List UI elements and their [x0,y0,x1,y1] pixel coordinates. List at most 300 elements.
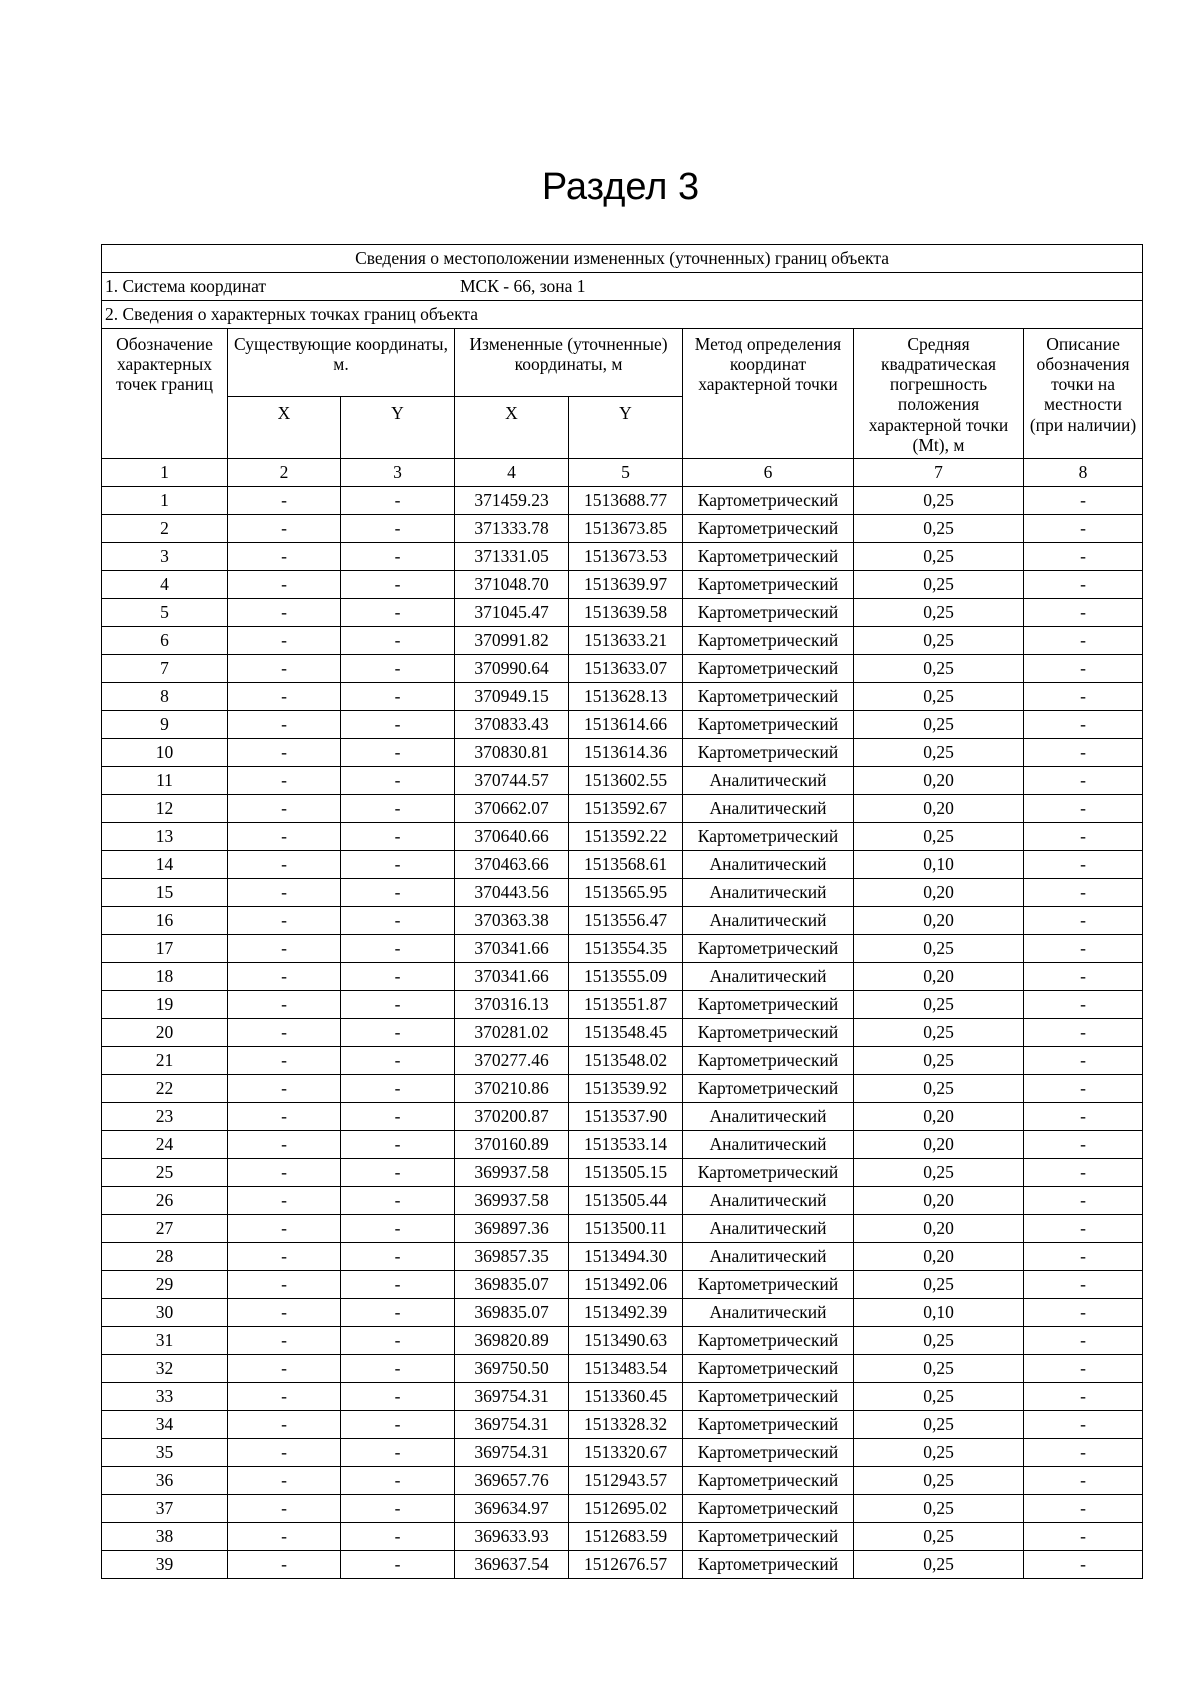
changed-y-cell: 1513328.32 [569,1411,683,1439]
method-cell: Картометрический [683,1327,854,1355]
existing-x-cell: - [228,655,341,683]
changed-x-cell: 371333.78 [455,515,569,543]
description-cell: - [1024,1075,1143,1103]
table-row [102,1243,1143,1271]
point-number-cell: 4 [102,571,228,599]
existing-x-cell: - [228,963,341,991]
existing-x-cell: - [228,879,341,907]
description-cell: - [1024,515,1143,543]
method-cell: Картометрический [683,1355,854,1383]
table-row [102,627,1143,655]
existing-y-cell: - [341,935,455,963]
mean-error-cell: 0,25 [854,571,1024,599]
changed-x-cell: 370363.38 [455,907,569,935]
point-number-cell: 11 [102,767,228,795]
mean-error-cell: 0,20 [854,907,1024,935]
changed-y-cell: 1513592.22 [569,823,683,851]
changed-y-cell: 1513555.09 [569,963,683,991]
changed-y-cell: 1513614.66 [569,711,683,739]
method-cell: Аналитический [683,851,854,879]
existing-y-cell: - [341,599,455,627]
header-changed-coordinates: Измененные (уточненные) координаты, м [455,329,683,397]
description-cell: - [1024,851,1143,879]
changed-x-cell: 369750.50 [455,1355,569,1383]
existing-y-cell: - [341,1159,455,1187]
changed-y-cell: 1513505.15 [569,1159,683,1187]
point-number-cell: 3 [102,543,228,571]
table-row [102,739,1143,767]
changed-x-cell: 370463.66 [455,851,569,879]
description-cell: - [1024,1495,1143,1523]
mean-error-cell: 0,10 [854,1299,1024,1327]
point-number-cell: 17 [102,935,228,963]
existing-x-cell: - [228,1411,341,1439]
description-cell: - [1024,1047,1143,1075]
table-row [102,1187,1143,1215]
method-cell: Картометрический [683,515,854,543]
mean-error-cell: 0,20 [854,963,1024,991]
changed-y-cell: 1513492.06 [569,1271,683,1299]
existing-y-cell: - [341,823,455,851]
point-number-cell: 10 [102,739,228,767]
point-number-cell: 39 [102,1551,228,1579]
mean-error-cell: 0,20 [854,767,1024,795]
point-number-cell: 22 [102,1075,228,1103]
changed-x-cell: 371048.70 [455,571,569,599]
method-cell: Картометрический [683,655,854,683]
changed-x-cell: 369633.93 [455,1523,569,1551]
method-cell: Картометрический [683,1271,854,1299]
mean-error-cell: 0,25 [854,1495,1024,1523]
changed-y-cell: 1513592.67 [569,795,683,823]
table-row [102,571,1143,599]
description-cell: - [1024,1327,1143,1355]
point-number-cell: 28 [102,1243,228,1271]
changed-y-cell: 1513688.77 [569,487,683,515]
existing-x-cell: - [228,1075,341,1103]
changed-y-cell: 1513539.92 [569,1075,683,1103]
changed-x-cell: 370830.81 [455,739,569,767]
existing-y-cell: - [341,711,455,739]
table-row [102,683,1143,711]
column-number: 4 [455,459,569,487]
table-row [102,963,1143,991]
changed-y-cell: 1512943.57 [569,1467,683,1495]
description-cell: - [1024,907,1143,935]
method-cell: Картометрический [683,823,854,851]
existing-y-cell: - [341,1383,455,1411]
point-number-cell: 7 [102,655,228,683]
header-mean-error: Средняя квадратическая погрешность положения характерной точки (Mt), м [854,329,1024,459]
description-cell: - [1024,1103,1143,1131]
changed-y-cell: 1513492.39 [569,1299,683,1327]
changed-x-cell: 369835.07 [455,1271,569,1299]
existing-y-cell: - [341,1047,455,1075]
existing-y-cell: - [341,1103,455,1131]
existing-y-cell: - [341,1523,455,1551]
method-cell: Картометрический [683,1467,854,1495]
method-cell: Аналитический [683,1299,854,1327]
existing-x-cell: - [228,1355,341,1383]
mean-error-cell: 0,20 [854,795,1024,823]
table-row [102,907,1143,935]
method-cell: Аналитический [683,1187,854,1215]
coord-system-value: МСК - 66, зона 1 [460,276,586,296]
mean-error-cell: 0,25 [854,599,1024,627]
mean-error-cell: 0,25 [854,543,1024,571]
table-row [102,543,1143,571]
mean-error-cell: 0,20 [854,1243,1024,1271]
changed-y-cell: 1513494.30 [569,1243,683,1271]
existing-x-cell: - [228,1243,341,1271]
changed-y-cell: 1513533.14 [569,1131,683,1159]
page-title: Раздел 3 [541,166,700,208]
header-changed-y: Y [569,397,683,459]
changed-x-cell: 370833.43 [455,711,569,739]
point-number-cell: 23 [102,1103,228,1131]
changed-y-cell: 1513483.54 [569,1355,683,1383]
point-number-cell: 16 [102,907,228,935]
table-row [102,1131,1143,1159]
changed-y-cell: 1512683.59 [569,1523,683,1551]
method-cell: Картометрический [683,935,854,963]
existing-x-cell: - [228,1047,341,1075]
existing-y-cell: - [341,1411,455,1439]
description-cell: - [1024,963,1143,991]
description-cell: - [1024,1523,1143,1551]
description-cell: - [1024,739,1143,767]
changed-y-cell: 1513548.02 [569,1047,683,1075]
changed-x-cell: 369634.97 [455,1495,569,1523]
table-row [102,1327,1143,1355]
changed-x-cell: 369857.35 [455,1243,569,1271]
changed-y-cell: 1513614.36 [569,739,683,767]
existing-y-cell: - [341,1019,455,1047]
existing-y-cell: - [341,907,455,935]
mean-error-cell: 0,25 [854,935,1024,963]
coord-system-row [102,273,1143,301]
changed-y-cell: 1513500.11 [569,1215,683,1243]
points-caption: 2. Сведения о характерных точках границ объекта [102,301,1143,329]
point-number-cell: 18 [102,963,228,991]
table-row [102,1271,1143,1299]
table-body [102,487,1143,1579]
table-row [102,1075,1143,1103]
changed-x-cell: 370281.02 [455,1019,569,1047]
description-cell: - [1024,795,1143,823]
method-cell: Картометрический [683,599,854,627]
description-cell: - [1024,1019,1143,1047]
existing-y-cell: - [341,739,455,767]
description-cell: - [1024,1271,1143,1299]
description-cell: - [1024,655,1143,683]
table-caption: Сведения о местоположении измененных (уточненных) границ объекта [102,245,1143,273]
method-cell: Аналитический [683,1243,854,1271]
changed-x-cell: 369754.31 [455,1411,569,1439]
point-number-cell: 15 [102,879,228,907]
method-cell: Картометрический [683,739,854,767]
changed-y-cell: 1513360.45 [569,1383,683,1411]
method-cell: Картометрический [683,627,854,655]
changed-y-cell: 1513565.95 [569,879,683,907]
description-cell: - [1024,711,1143,739]
mean-error-cell: 0,25 [854,1327,1024,1355]
method-cell: Аналитический [683,907,854,935]
method-cell: Аналитический [683,1103,854,1131]
changed-x-cell: 370990.64 [455,655,569,683]
existing-y-cell: - [341,963,455,991]
existing-x-cell: - [228,1495,341,1523]
existing-y-cell: - [341,1075,455,1103]
point-number-cell: 24 [102,1131,228,1159]
description-cell: - [1024,1215,1143,1243]
point-number-cell: 13 [102,823,228,851]
point-number-cell: 19 [102,991,228,1019]
mean-error-cell: 0,25 [854,823,1024,851]
mean-error-cell: 0,25 [854,1551,1024,1579]
method-cell: Картометрический [683,1383,854,1411]
existing-y-cell: - [341,1187,455,1215]
table-row [102,991,1143,1019]
existing-y-cell: - [341,1439,455,1467]
existing-x-cell: - [228,1159,341,1187]
point-number-cell: 36 [102,1467,228,1495]
changed-y-cell: 1513556.47 [569,907,683,935]
table-row [102,1103,1143,1131]
changed-y-cell: 1513537.90 [569,1103,683,1131]
changed-y-cell: 1512676.57 [569,1551,683,1579]
table-row [102,767,1143,795]
table-row [102,655,1143,683]
point-number-cell: 33 [102,1383,228,1411]
existing-y-cell: - [341,683,455,711]
column-number: 2 [228,459,341,487]
description-cell: - [1024,1439,1143,1467]
method-cell: Картометрический [683,571,854,599]
description-cell: - [1024,627,1143,655]
description-cell: - [1024,571,1143,599]
mean-error-cell: 0,25 [854,991,1024,1019]
existing-y-cell: - [341,795,455,823]
header-method: Метод определения координат характерной точки [683,329,854,459]
method-cell: Аналитический [683,767,854,795]
description-cell: - [1024,823,1143,851]
point-number-cell: 37 [102,1495,228,1523]
existing-x-cell: - [228,1383,341,1411]
existing-y-cell: - [341,543,455,571]
table-row [102,851,1143,879]
existing-x-cell: - [228,543,341,571]
mean-error-cell: 0,25 [854,1159,1024,1187]
existing-y-cell: - [341,879,455,907]
point-number-cell: 20 [102,1019,228,1047]
description-cell: - [1024,599,1143,627]
point-number-cell: 1 [102,487,228,515]
point-number-cell: 29 [102,1271,228,1299]
mean-error-cell: 0,20 [854,1131,1024,1159]
mean-error-cell: 0,25 [854,515,1024,543]
existing-x-cell: - [228,1551,341,1579]
existing-x-cell: - [228,1299,341,1327]
mean-error-cell: 0,25 [854,1075,1024,1103]
existing-x-cell: - [228,1439,341,1467]
changed-y-cell: 1513673.85 [569,515,683,543]
existing-y-cell: - [341,1131,455,1159]
changed-y-cell: 1513554.35 [569,935,683,963]
method-cell: Картометрический [683,1047,854,1075]
method-cell: Картометрический [683,487,854,515]
point-number-cell: 12 [102,795,228,823]
existing-x-cell: - [228,1215,341,1243]
existing-y-cell: - [341,767,455,795]
existing-x-cell: - [228,823,341,851]
existing-y-cell: - [341,627,455,655]
existing-y-cell: - [341,487,455,515]
existing-x-cell: - [228,851,341,879]
existing-x-cell: - [228,1271,341,1299]
changed-x-cell: 369637.54 [455,1551,569,1579]
mean-error-cell: 0,20 [854,1215,1024,1243]
description-cell: - [1024,487,1143,515]
changed-x-cell: 370341.66 [455,963,569,991]
method-cell: Картометрический [683,1019,854,1047]
existing-y-cell: - [341,1271,455,1299]
changed-x-cell: 369657.76 [455,1467,569,1495]
changed-y-cell: 1513673.53 [569,543,683,571]
changed-x-cell: 371459.23 [455,487,569,515]
column-number: 7 [854,459,1024,487]
changed-x-cell: 369897.36 [455,1215,569,1243]
existing-y-cell: - [341,851,455,879]
existing-x-cell: - [228,711,341,739]
column-number: 3 [341,459,455,487]
changed-x-cell: 369754.31 [455,1439,569,1467]
table-row [102,1159,1143,1187]
changed-y-cell: 1512695.02 [569,1495,683,1523]
changed-x-cell: 369835.07 [455,1299,569,1327]
method-cell: Картометрический [683,543,854,571]
existing-y-cell: - [341,1327,455,1355]
table-row [102,879,1143,907]
mean-error-cell: 0,25 [854,655,1024,683]
table-row [102,935,1143,963]
changed-x-cell: 370341.66 [455,935,569,963]
changed-x-cell: 369937.58 [455,1159,569,1187]
existing-x-cell: - [228,1103,341,1131]
existing-y-cell: - [341,1495,455,1523]
existing-y-cell: - [341,1551,455,1579]
existing-y-cell: - [341,1243,455,1271]
table-row [102,1523,1143,1551]
changed-x-cell: 370316.13 [455,991,569,1019]
method-cell: Картометрический [683,1159,854,1187]
table-row [102,515,1143,543]
header-changed-x: X [455,397,569,459]
existing-y-cell: - [341,655,455,683]
existing-x-cell: - [228,683,341,711]
boundary-points-table [101,244,1143,1579]
column-number: 5 [569,459,683,487]
mean-error-cell: 0,25 [854,1019,1024,1047]
changed-x-cell: 370744.57 [455,767,569,795]
table-row [102,599,1143,627]
description-cell: - [1024,1131,1143,1159]
existing-x-cell: - [228,907,341,935]
changed-y-cell: 1513639.58 [569,599,683,627]
description-cell: - [1024,543,1143,571]
changed-x-cell: 371331.05 [455,543,569,571]
existing-x-cell: - [228,795,341,823]
changed-x-cell: 370949.15 [455,683,569,711]
mean-error-cell: 0,25 [854,627,1024,655]
mean-error-cell: 0,20 [854,879,1024,907]
existing-y-cell: - [341,571,455,599]
table-row [102,1215,1143,1243]
mean-error-cell: 0,25 [854,739,1024,767]
point-number-cell: 32 [102,1355,228,1383]
table-row [102,1355,1143,1383]
changed-x-cell: 369820.89 [455,1327,569,1355]
description-cell: - [1024,1551,1143,1579]
changed-y-cell: 1513628.13 [569,683,683,711]
method-cell: Аналитический [683,879,854,907]
column-numbers-row [102,459,1143,487]
existing-x-cell: - [228,1187,341,1215]
mean-error-cell: 0,20 [854,1103,1024,1131]
method-cell: Аналитический [683,963,854,991]
table-row [102,1383,1143,1411]
point-number-cell: 26 [102,1187,228,1215]
existing-y-cell: - [341,991,455,1019]
description-cell: - [1024,1243,1143,1271]
existing-x-cell: - [228,515,341,543]
existing-x-cell: - [228,739,341,767]
table-row [102,823,1143,851]
mean-error-cell: 0,10 [854,851,1024,879]
method-cell: Аналитический [683,1131,854,1159]
method-cell: Картометрический [683,1551,854,1579]
mean-error-cell: 0,20 [854,1187,1024,1215]
existing-y-cell: - [341,1467,455,1495]
changed-x-cell: 370991.82 [455,627,569,655]
existing-x-cell: - [228,599,341,627]
point-number-cell: 31 [102,1327,228,1355]
mean-error-cell: 0,25 [854,1467,1024,1495]
point-number-cell: 34 [102,1411,228,1439]
changed-y-cell: 1513320.67 [569,1439,683,1467]
coord-system-label: 1. Система координат [105,275,267,296]
column-number: 8 [1024,459,1143,487]
existing-x-cell: - [228,767,341,795]
header-point-designation: Обозначение характерных точек границ [102,329,228,459]
mean-error-cell: 0,25 [854,1271,1024,1299]
description-cell: - [1024,767,1143,795]
existing-x-cell: - [228,935,341,963]
method-cell: Картометрический [683,1439,854,1467]
changed-x-cell: 370160.89 [455,1131,569,1159]
method-cell: Картометрический [683,991,854,1019]
description-cell: - [1024,1299,1143,1327]
changed-x-cell: 370640.66 [455,823,569,851]
header-existing-x: X [228,397,341,459]
method-cell: Аналитический [683,795,854,823]
method-cell: Картометрический [683,1075,854,1103]
point-number-cell: 27 [102,1215,228,1243]
point-number-cell: 8 [102,683,228,711]
changed-x-cell: 370662.07 [455,795,569,823]
table-row [102,487,1143,515]
changed-x-cell: 369937.58 [455,1187,569,1215]
